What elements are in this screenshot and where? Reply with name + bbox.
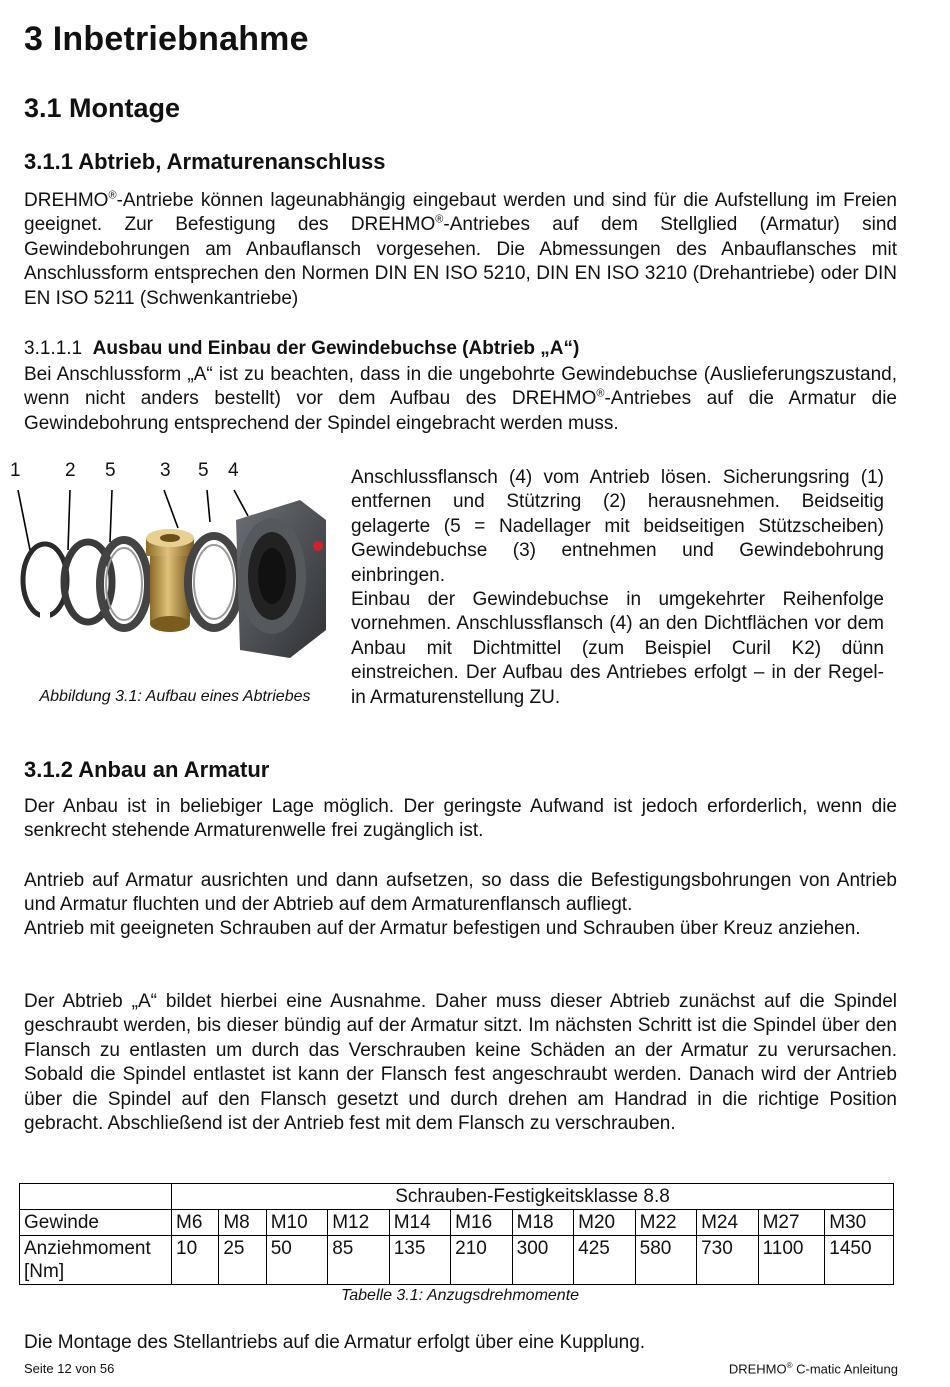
- table-cell: 1450: [825, 1236, 894, 1285]
- leader-line-1: [18, 490, 30, 550]
- table-cell: M24: [697, 1210, 758, 1236]
- needle-bearing-b: [188, 536, 240, 628]
- table-cell: M16: [451, 1210, 512, 1236]
- figure-label-3: 3: [160, 460, 171, 481]
- table-row-label: Gewinde: [20, 1210, 172, 1236]
- table-caption: Tabelle 3.1: Anzugsdrehmomente: [340, 1287, 580, 1304]
- table-cell: 135: [389, 1236, 450, 1285]
- table-cell: 730: [697, 1236, 758, 1285]
- table-title-row: [20, 1184, 894, 1210]
- paragraph-ausrichten: Antrieb auf Armatur ausrichten und dann aufsetzen, so dass die Befestigungsbohrungen von Antrieb und Armatur fluchten und der Abtrieb auf dem Armaturenflansch aufliegt.: [24, 870, 897, 916]
- table-cell: 300: [512, 1236, 573, 1285]
- table-cell: M27: [758, 1210, 825, 1236]
- leader-line-5a: [110, 490, 112, 542]
- leader-line-4: [234, 490, 248, 516]
- figure-label-4: 4: [228, 460, 239, 481]
- figure-label-5a: 5: [105, 460, 116, 481]
- exploded-view-illustration: [0, 480, 340, 680]
- table-cell: M18: [512, 1210, 573, 1236]
- figure-caption: Abbildung 3.1: Aufbau eines Abtriebes: [39, 688, 311, 705]
- table-cell: M30: [825, 1210, 894, 1236]
- footer-document-title: DREHMO® C-matic Anleitung: [728, 1361, 898, 1377]
- table-cell: 210: [451, 1236, 512, 1285]
- leader-line-5b: [207, 490, 210, 522]
- paragraph-schrauben: Antrieb mit geeigneten Schrauben auf der Armatur befestigen und Schrauben über Kreuz anziehen.: [24, 918, 861, 939]
- leader-line-2: [68, 490, 70, 550]
- paragraph-kupplung: Die Montage des Stellantriebs auf die Armatur erfolgt über eine Kupplung.: [24, 1332, 646, 1353]
- subsection-heading-anbau: 3.1.2 Anbau an Armatur: [24, 757, 270, 782]
- table-cell: M22: [635, 1210, 696, 1236]
- paragraph-abtrieb-a: Der Abtrieb „A“ bildet hierbei eine Ausnahme. Daher muss dieser Abtrieb zunächst auf die Spindel geschraubt werden, bis dieser bündig auf der Armatur sitzt. Im nächsten Schritt ist die Spindel über den Flansch zu entlasten um durch das Verschrauben keine Schäden an der Armatur zu verursachen. Sobald die Spindel entlastet ist kann der Flansch fest angeschraubt werden. Danach wird der Antrieb über die Spindel auf den Flansch gesetzt und durch drehen am Handrad in die richtige Position gebracht. Abschließend ist der Antrieb fest mit dem Flansch zu verschrauben.: [24, 991, 897, 1135]
- paragraph-anbau-lage: Der Anbau ist in beliebiger Lage möglich. Der geringste Aufwand ist jedoch erforderlich, wenn die senkrecht stehende Armaturenwelle frei zugänglich ist.: [24, 796, 897, 842]
- table-cell: M12: [328, 1210, 389, 1236]
- paragraph-anschlussform: Bei Anschlussform „A“ ist zu beachten, dass in die ungebohrte Gewindebuchse (Auslieferungszustand, wenn nicht anders bestellt) vor dem Aufbau des DREHMO®-Antriebes auf die Armatur die Gewindebohrung entsprechend der Spindel eingebracht werden muss.: [24, 364, 897, 434]
- torque-table: [19, 1183, 894, 1285]
- table-cell: 1100: [758, 1236, 825, 1285]
- section-heading: 3.1 Montage: [24, 93, 181, 123]
- figure-label-2: 2: [65, 460, 76, 481]
- paragraph-ausbau: Anschlussflansch (4) vom Antrieb lösen. Sicherungsring (1) entfernen und Stützring (2) herausnehmen. Beidseitig gelagerte (5 = Nadellager mit beidseitigen Stützscheiben) Gewindebuchse (3) entnehmen und Gewindebohrung einbringen.: [351, 467, 884, 586]
- chapter-heading: 3 Inbetriebnahme: [24, 20, 309, 58]
- table-cell: 580: [635, 1236, 696, 1285]
- table-cell: M8: [219, 1210, 266, 1236]
- table-cell: M10: [266, 1210, 327, 1236]
- table-cell: M14: [389, 1210, 450, 1236]
- subsubsection-heading: 3.1.1.1 Ausbau und Einbau der Gewindebuchse (Abtrieb „A“): [24, 338, 580, 359]
- snap-ring: [23, 544, 67, 616]
- table-title: Schrauben-Festigkeitsklasse 8.8: [172, 1184, 894, 1210]
- paragraph-einbau: Einbau der Gewindebuchse in umgekehrter Reihenfolge vornehmen. Anschlussflansch (4) an den Dichtflächen vor dem Anbau mit Dichtmittel (zum Beispiel Curil K2) dünn einstreichen. Der Aufbau des Antriebes erfolgt – in der Regel- in Armaturenstellung ZU.: [351, 589, 884, 708]
- paragraph-intro: DREHMO®-Antriebe können lageunabhängig eingebaut werden und sind für die Aufstellung im Freien geeignet. Zur Befestigung des DREHMO®-Antriebes auf dem Stellglied (Armatur) sind Gewindebohrungen am Anbauflansch vorgesehen. Die Abmessungen des Anbauflansches mit Anschlussform entsprechen den Normen DIN EN ISO 5210, DIN EN ISO 3210 (Drehantriebe) oder DIN EN ISO 5211 (Schwenkantriebe): [24, 189, 897, 309]
- leader-line-3: [164, 490, 178, 528]
- table-spacer-cell: [20, 1184, 172, 1210]
- subsection-heading-abtrieb: 3.1.1 Abtrieb, Armaturenanschluss: [24, 149, 386, 174]
- needle-bearing-a: [100, 540, 148, 628]
- footer-page-number: Seite 12 von 56: [24, 1361, 115, 1376]
- figure-label-5b: 5: [198, 460, 209, 481]
- table-row-anziehmoment: [20, 1236, 894, 1285]
- table-cell: 85: [328, 1236, 389, 1285]
- table-cell: 10: [172, 1236, 219, 1285]
- table-cell: M20: [574, 1210, 635, 1236]
- table-cell: 25: [219, 1236, 266, 1285]
- table-cell: M6: [172, 1210, 219, 1236]
- table-row-gewinde: [20, 1210, 894, 1236]
- table-cell: 425: [574, 1236, 635, 1285]
- table-cell: 50: [266, 1236, 327, 1285]
- figure-label-1: 1: [10, 460, 21, 481]
- table-row-label: Anziehmoment [Nm]: [20, 1236, 172, 1285]
- connection-flange: [236, 500, 326, 658]
